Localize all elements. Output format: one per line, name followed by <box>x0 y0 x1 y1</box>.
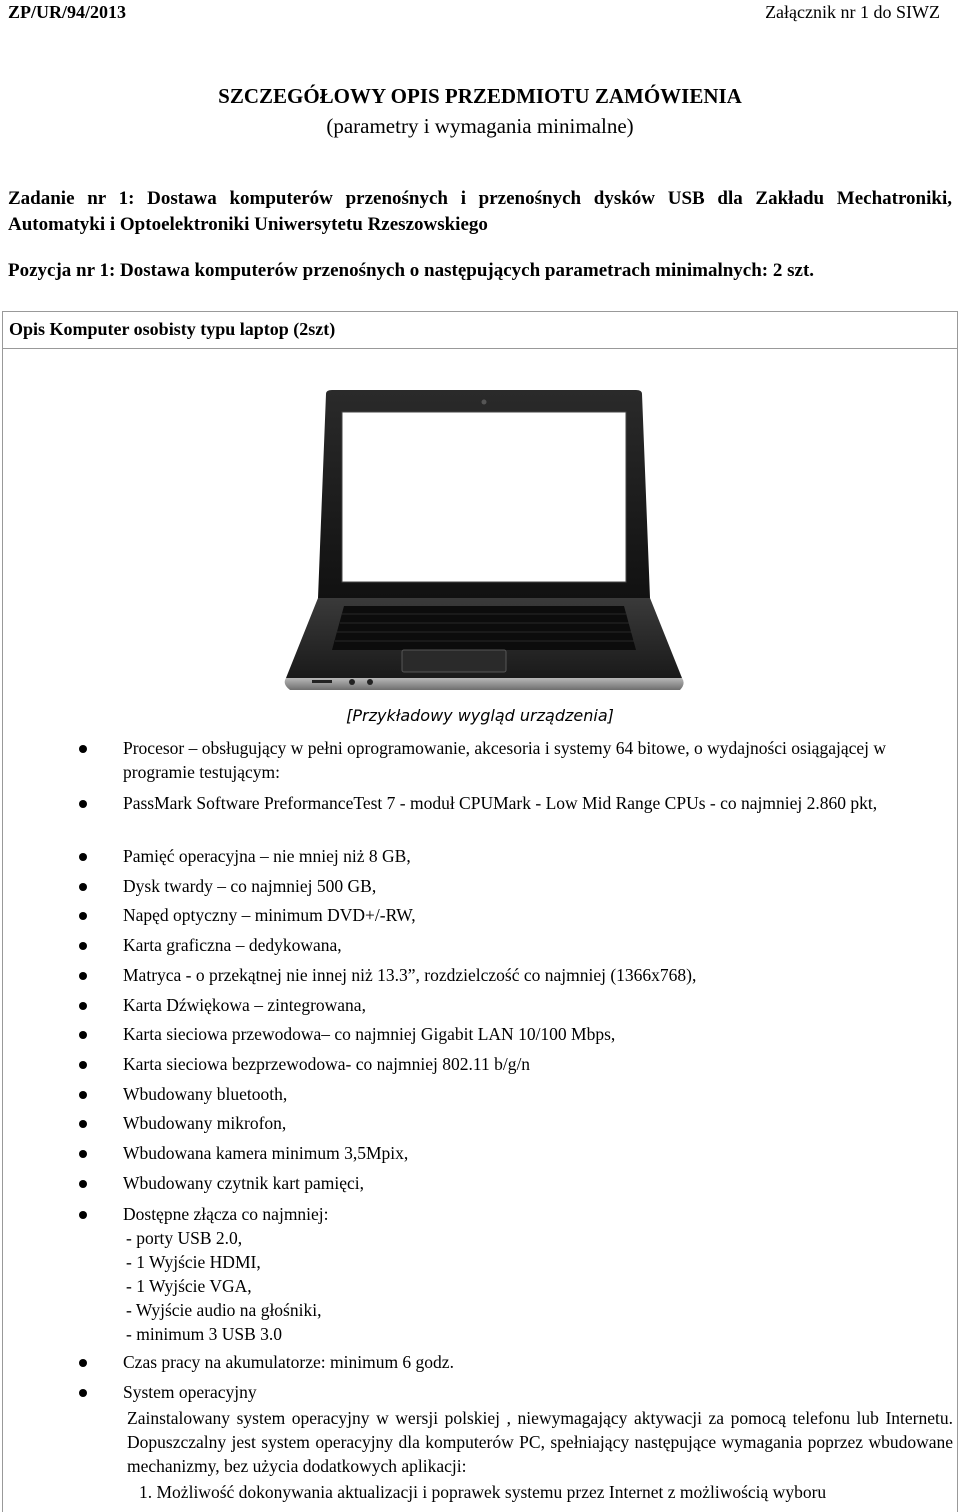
list-item: Karta sieciowa bezprzewodowa- co najmniej 802.11 b/g/n <box>123 1052 943 1076</box>
spec-table-header <box>3 312 957 349</box>
port-item: - Wyjście audio na głośniki, <box>126 1300 322 1320</box>
list-item: Dostępne złącza co najmniej: - porty USB 2.0, - 1 Wyjście HDMI, - 1 Wyjście VGA, - Wyjście audio na głośniki, - minimum 3 USB 3.0 <box>123 1202 943 1346</box>
list-item: PassMark Software PreformanceTest 7 - moduł CPUMark - Low Mid Range CPUs - co najmniej 2.860 pkt, <box>123 791 943 815</box>
laptop-illustration-icon <box>278 388 692 704</box>
list-item: Dysk twardy – co najmniej 500 GB, <box>123 874 943 898</box>
list-item: Karta graficzna – dedykowana, <box>123 933 943 957</box>
spec-table <box>2 311 958 1512</box>
list-item: Wbudowany czytnik kart pamięci, <box>123 1171 943 1195</box>
list-item: Pamięć operacyjna – nie mniej niż 8 GB, <box>123 844 943 868</box>
position-description: Pozycja nr 1: Dostawa komputerów przenośnych o następujących parametrach minimalnych: 2 szt. <box>8 260 815 281</box>
document-subtitle: (parametry i wymagania minimalne) <box>326 114 634 138</box>
list-item: Wbudowany mikrofon, <box>123 1111 943 1135</box>
annex-label: Załącznik nr 1 do SIWZ <box>765 2 940 22</box>
list-item: Wbudowana kamera minimum 3,5Mpix, <box>123 1141 943 1165</box>
spec-table-heading: Opis Komputer osobisty typu laptop (2szt) <box>9 319 336 339</box>
task-description: Zadanie nr 1: Dostawa komputerów przenośnych i przenośnych dysków USB dla Zakładu Mechatroniki, Automatyki i Optoelektroniki Uniwersytetu Rzeszowskiego <box>8 188 952 235</box>
list-item: System operacyjny Zainstalowany system operacyjny w wersji polskiej , niewymagający aktywacji za pomocą telefonu lub Internetu. Dopuszczalny jest system operacyjny dla komputerów PC, spełniający następujące wymagania poprzez wbudowane mechanizmy, bez użycia dodatkowych aplikacji: 1. Możliwość dokonywania aktualizacji i poprawek systemu przez Internet z możliwością wyboru <box>123 1380 943 1504</box>
list-item: Procesor – obsługujący w pełni oprogramowanie, akcesoria i systemy 64 bitowe, o wydajności osiągającej w programie testującym: <box>123 736 943 784</box>
port-item: - minimum 3 USB 3.0 <box>126 1324 283 1344</box>
list-item: Karta Dźwiękowa – zintegrowana, <box>123 993 943 1017</box>
list-item: Wbudowany bluetooth, <box>123 1082 943 1106</box>
list-item: Karta sieciowa przewodowa– co najmniej Gigabit LAN 10/100 Mbps, <box>123 1022 943 1046</box>
document-title: SZCZEGÓŁOWY OPIS PRZEDMIOTU ZAMÓWIENIA <box>218 84 742 108</box>
port-item: - porty USB 2.0, <box>126 1228 243 1248</box>
image-caption: [Przykładowy wygląd urządzenia] <box>346 706 614 725</box>
port-item: - 1 Wyjście HDMI, <box>126 1252 261 1272</box>
list-item: Napęd optyczny – minimum DVD+/-RW, <box>123 903 943 927</box>
port-item: - 1 Wyjście VGA, <box>126 1276 252 1296</box>
os-requirement: 1. Możliwość dokonywania aktualizacji i poprawek systemu przez Internet z możliwością wyboru <box>139 1482 827 1502</box>
list-item: Matryca - o przekątnej nie innej niż 13.3”, rozdzielczość co najmniej (1366x768), <box>123 963 943 987</box>
list-item: Czas pracy na akumulatorze: minimum 6 godz. <box>123 1350 943 1374</box>
os-description: Zainstalowany system operacyjny w wersji polskiej , niewymagający aktywacji za pomocą telefonu lub Internetu. Dopuszczalny jest system operacyjny dla komputerów PC, spełniający następujące wymagania poprzez wbudowane mechanizmy, bez użycia dodatkowych aplikacji: <box>127 1408 953 1476</box>
document-reference: ZP/UR/94/2013 <box>8 2 127 22</box>
